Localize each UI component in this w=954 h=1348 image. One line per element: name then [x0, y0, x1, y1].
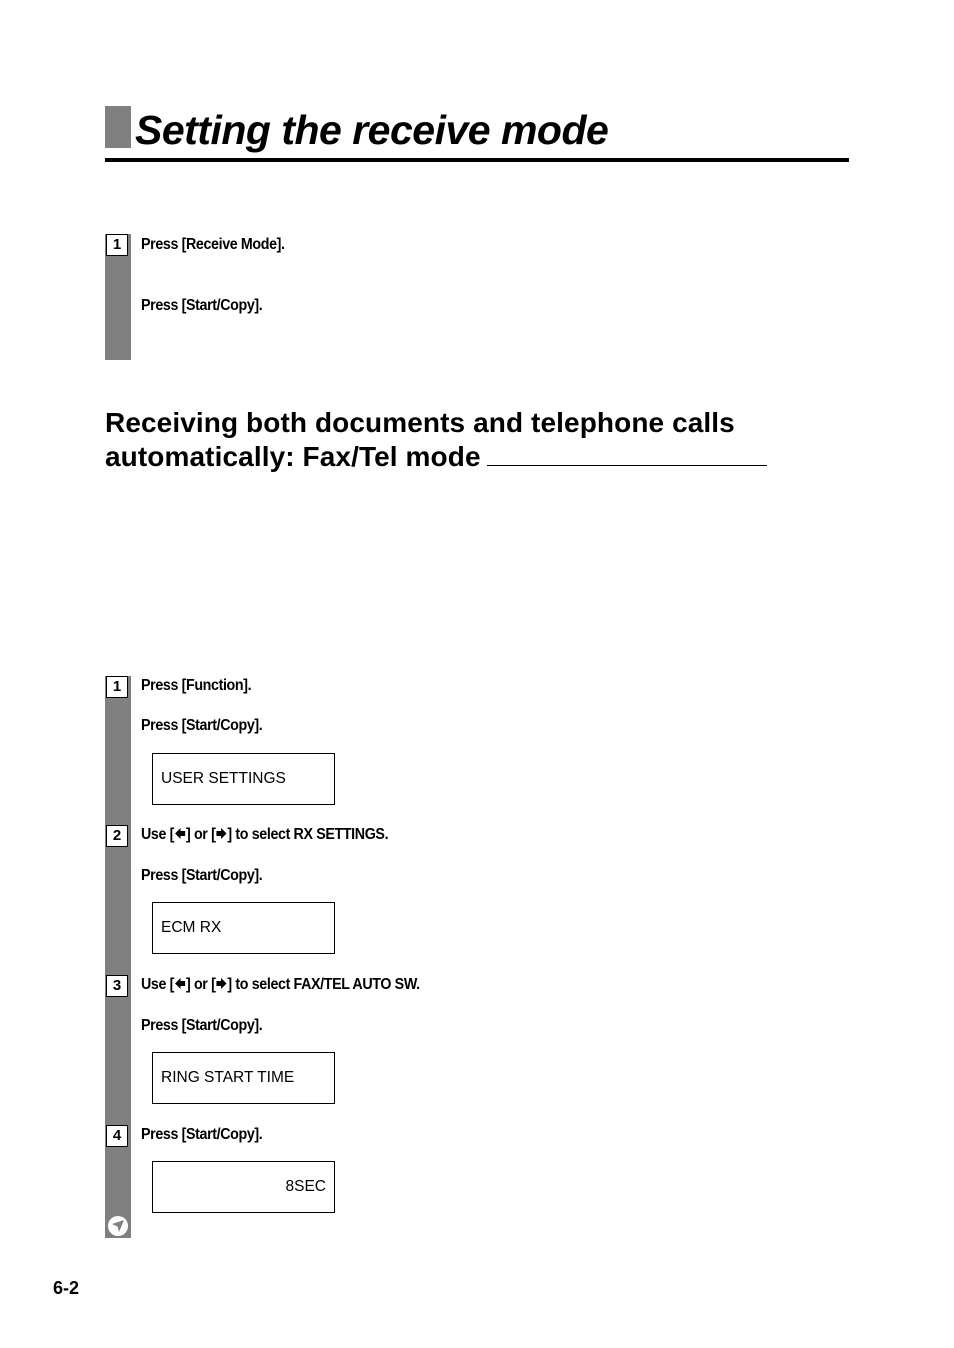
steps-bar — [105, 676, 131, 1238]
step-number: 3 — [106, 975, 128, 997]
page-title: Setting the receive mode — [135, 107, 609, 153]
heading-rule — [487, 441, 767, 466]
lcd-display: 8SEC — [152, 1161, 335, 1213]
step-number: 1 — [106, 234, 128, 256]
step-number: 4 — [106, 1125, 128, 1147]
section-heading — [105, 406, 845, 474]
step-instruction: Press [Start/Copy]. — [141, 717, 263, 734]
right-arrow-icon — [215, 977, 227, 990]
title-underline — [105, 158, 849, 162]
page-number: 6-2 — [53, 1278, 80, 1298]
lcd-display: ECM RX — [152, 902, 335, 954]
step-instruction: Press [Receive Mode]. — [141, 236, 285, 253]
title-accent-block — [105, 106, 131, 148]
left-arrow-icon — [174, 977, 186, 990]
lcd-display: RING START TIME — [152, 1052, 335, 1104]
lcd-display: USER SETTINGS — [152, 753, 335, 805]
step-instruction: Use [ ] or [ ] to select RX SETTINGS. — [141, 826, 389, 843]
step-instruction: Press [Start/Copy]. — [141, 297, 263, 314]
section-heading-line1: Receiving both documents and telephone calls — [105, 407, 735, 438]
step-instruction: Press [Function]. — [141, 677, 252, 694]
step-number: 1 — [106, 676, 128, 698]
step-instruction: Press [Start/Copy]. — [141, 1017, 263, 1034]
section-heading-line2: automatically: Fax/Tel mode — [105, 441, 481, 472]
right-arrow-icon — [215, 827, 227, 840]
step-number: 2 — [106, 825, 128, 847]
step-instruction: Press [Start/Copy]. — [141, 867, 263, 884]
step-instruction: Use [ ] or [ ] to select FAX/TEL AUTO SW. — [141, 976, 420, 993]
left-arrow-icon — [174, 827, 186, 840]
note-check-icon — [107, 1215, 129, 1237]
step-instruction: Press [Start/Copy]. — [141, 1126, 263, 1143]
